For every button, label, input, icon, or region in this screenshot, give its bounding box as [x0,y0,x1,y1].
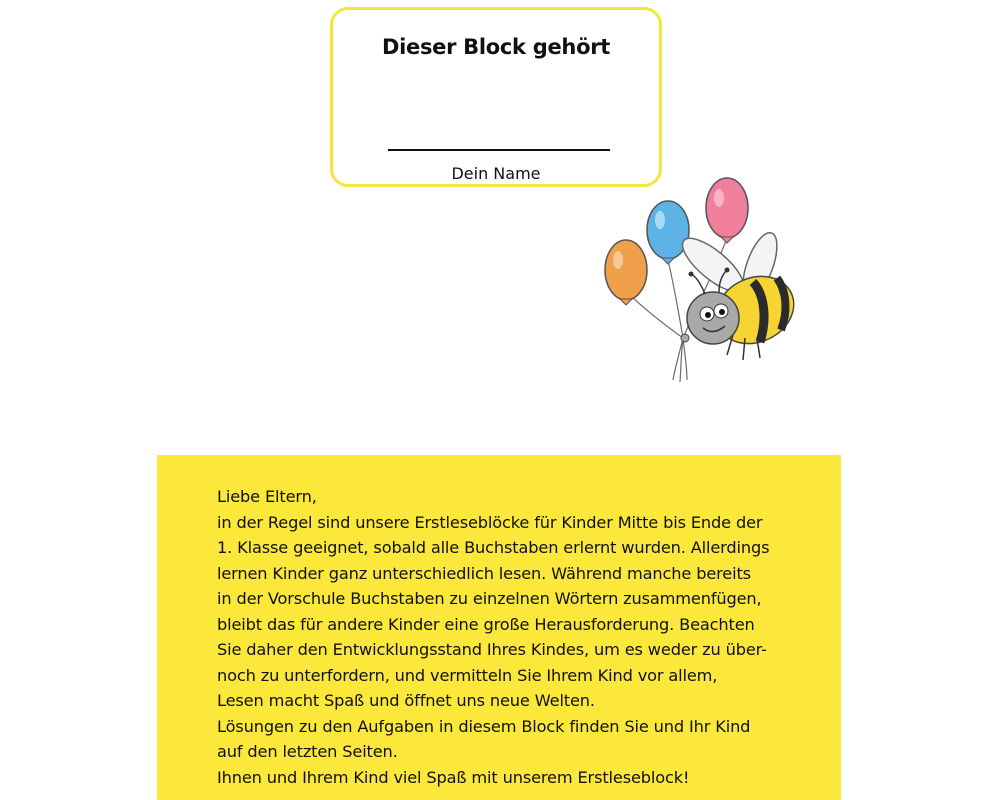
notice-line: Lesen macht Spaß und öffnet uns neue Welten. [217,691,595,710]
notice-line: Liebe Eltern, [217,487,317,506]
notice-line: Sie daher den Entwicklungsstand Ihres Kindes, um es weder zu über- [217,640,767,659]
notice-line: lernen Kinder ganz unterschiedlich lesen. Während manche bereits [217,563,751,583]
notice-line: bleibt das für andere Kinder eine große Herausforderung. Beachten [217,614,755,634]
name-box [330,7,662,187]
pink-balloon [706,178,748,243]
notice-line: auf den letzten Seiten. [217,742,398,761]
name-box-title: Dieser Block gehört [382,35,610,59]
name-caption: Dein Name [451,164,541,183]
notice-text [217,484,827,790]
parent-notice [157,455,841,800]
notice-line: 1. Klasse geeignet, sobald alle Buchstaben erlernt wurden. Allerdings [217,538,770,557]
bee-with-balloons-icon [595,170,805,385]
name-writing-line[interactable] [388,149,610,151]
notice-line: noch zu unterfordern, und vermitteln Sie Ihrem Kind vor allem, [217,665,718,685]
notice-line: in der Vorschule Buchstaben zu einzelnen Wörtern zusammenfügen, [217,589,762,608]
notice-line: Lösungen zu den Aufgaben in diesem Block finden Sie und Ihr Kind [217,716,751,736]
notice-line: Ihnen und Ihrem Kind viel Spaß mit unserem Erstleseblock! [217,767,690,787]
notice-line: in der Regel sind unsere Erstleseblöcke für Kinder Mitte bis Ende der [217,512,763,532]
